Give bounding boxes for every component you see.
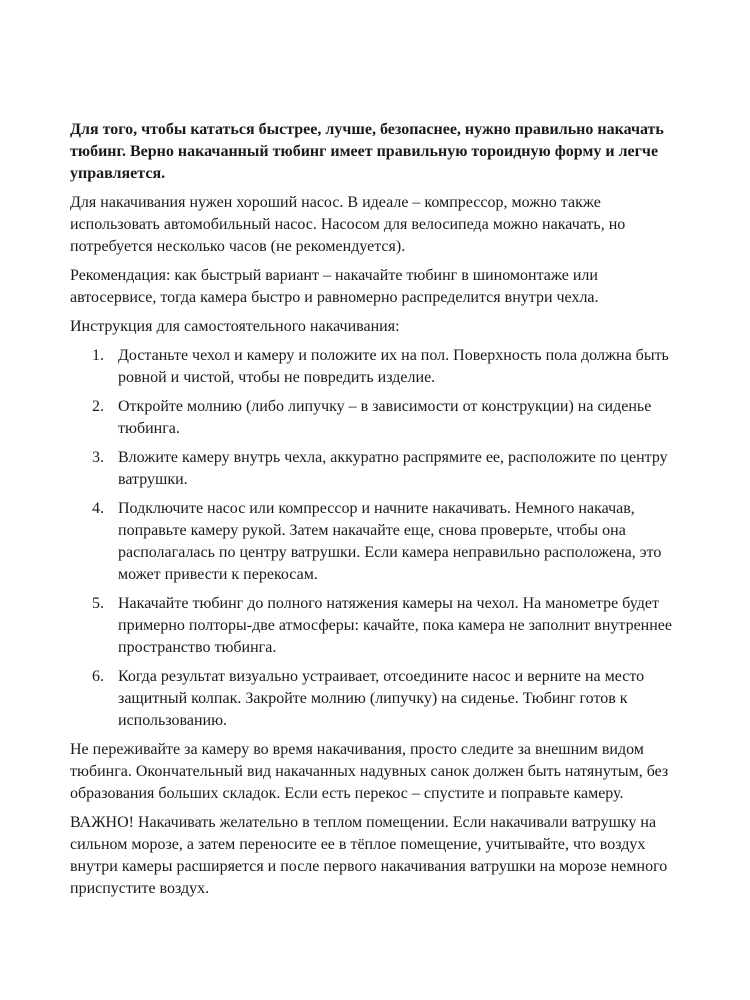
monitoring-paragraph: Не переживайте за камеру во время накачивания, просто следите за внешним видом тюбинга. Окончательный вид накачанных надувных санок должен быть натянутым, без образования больших складок. Если есть перекос – спустите и поправьте камеру.	[70, 741, 669, 802]
recommendation-paragraph: Рекомендация: как быстрый вариант – накачайте тюбинг в шиномонтаже или автосервисе, тогда камера быстро и равномерно распределится внутри чехла.	[70, 267, 599, 306]
step-text: Вложите камеру внутрь чехла, аккуратно распрямите ее, расположите по центру ватрушки.	[118, 449, 668, 488]
step-text: Подключите насос или компрессор и начните накачивать. Немного накачав, поправьте камеру рукой. Затем накачайте еще, снова проверьте, чтобы она располагалась по центру ватрушки. Если камера неправильно расположена, это может привести к перекосам.	[118, 500, 662, 583]
step-text: Достаньте чехол и камеру и положите их на пол. Поверхность пола должна быть ровной и чистой, чтобы не повредить изделие.	[118, 347, 669, 386]
step-item-3	[70, 447, 688, 491]
intro-paragraph: Для того, чтобы кататься быстрее, лучше, безопаснее, нужно правильно накачать тюбинг. Верно накачанный тюбинг имеет правильную тороидную форму и легче управляется.	[70, 121, 664, 182]
instructions-heading: Инструкция для самостоятельного накачивания:	[70, 318, 400, 335]
step-text: Когда результат визуально устраивает, отсоедините насос и верните на место защитный колпак. Закройте молнию (липучку) на сиденье. Тюбинг готов к использованию.	[118, 668, 645, 729]
step-text: Накачайте тюбинг до полного натяжения камеры на чехол. На манометре будет примерно полторы-две атмосферы: качайте, пока камера не заполнит внутреннее пространство тюбинга.	[118, 595, 672, 656]
step-item-4	[70, 498, 688, 586]
important-paragraph: ВАЖНО! Накачивать желательно в теплом помещении. Если накачивали ватрушку на сильном морозе, а затем переносите ее в тёплое помещение, учитывайте, что воздух внутри камеры расширяется и после первого накачивания ватрушки на морозе немного приспустите воздух.	[70, 814, 668, 897]
step-item-5	[70, 593, 688, 659]
step-number: 4.	[92, 500, 104, 517]
step-number: 1.	[92, 347, 104, 364]
step-number: 2.	[92, 398, 104, 415]
step-text: Откройте молнию (либо липучку – в зависимости от конструкции) на сиденье тюбинга.	[118, 398, 652, 437]
step-item-2	[70, 396, 688, 440]
step-number: 5.	[92, 595, 104, 612]
step-item-1	[70, 345, 688, 389]
step-number: 3.	[92, 449, 104, 466]
pump-paragraph: Для накачивания нужен хороший насос. В идеале – компрессор, можно также использовать автомобильный насос. Насосом для велосипеда можно накачать, но потребуется несколько часов (не рекомендуется).	[70, 194, 626, 255]
instruction-steps	[70, 345, 688, 732]
step-item-6	[70, 666, 688, 732]
step-number: 6.	[92, 668, 104, 685]
